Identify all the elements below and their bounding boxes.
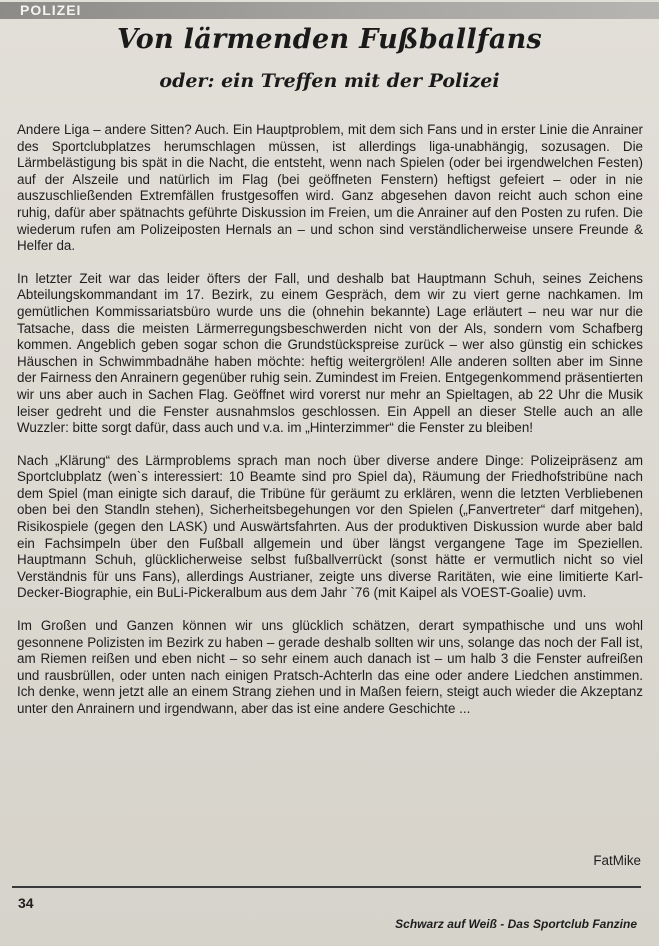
paragraph: Im Großen und Ganzen können wir uns glücklich schätzen, derart sympathische und uns wohl gesonnene Polizisten im Bezirk zu haben – gerade deshalb sollten wir uns, solange das noch der Fall ist, am Riemen reißen und eben nicht – so sehr einem auch danach ist – um halb 3 die Fenster aufreißen und rausbrüllen, oder unten nach einigen Pratsch-Achterln das eine oder andere Liedchen anstimmen. Ich denke, wenn jetzt alle an einem Strang ziehen und in Maßen feiern, steigt auch wieder die Akzeptanz unter den Anrainern und irgendwann, aber das ist eine andere Geschichte ... — [17, 618, 643, 716]
section-header — [0, 0, 659, 20]
page-number: 34 — [18, 895, 34, 911]
footer-divider — [12, 886, 641, 888]
author-signature: FatMike — [593, 853, 641, 868]
article-body — [17, 122, 643, 734]
paragraph: Nach „Klärung“ des Lärmproblems sprach man noch über diverse andere Dinge: Polizeipräsenz am Sportclubplatz (wen`s interessiert: 10 Beamte sind pro Spiel da), Räumung der Friedhofstribüne nach dem Spiel (man einigte sich darauf, die Tribüne für geräumt zu erklären, wenn die letzten Verbliebenen oben bei den Standln stehen), Sicherheitsbegehungen vor den Spielen („Fanvertreter“ darf mitgehen), Risikospiele (gegen den LASK) und Auswärtsfahrten. Aus der produktiven Diskussion wurde aber bald ein Fachsimpeln über den Fußball allgemein und über längst vergangene Tage im Speziellen. Hauptmann Schuh, glücklicherweise selbst fußballverrückt (sonst hätte er vermutlich nicht so viel Verständnis für uns Fans), allerdings Austrianer, zeigte uns diverse Raritäten, wie eine limitierte Karl-Decker-Biographie, ein BuLi-Pickeralbum aus dem Jahr `76 (mit Kaipel als VOEST-Goalie) uvm. — [17, 452, 643, 601]
section-label: POLIZEI — [20, 2, 82, 18]
article-subtitle: oder: ein Treffen mit der Polizei — [159, 70, 500, 92]
section-band — [0, 2, 659, 19]
footer-publication: Schwarz auf Weiß - Das Sportclub Fanzine — [395, 917, 637, 931]
paragraph: In letzter Zeit war das leider öfters der Fall, und deshalb bat Hauptmann Schuh, seines Zeichens Abteilungskommandant im 17. Bezirk, zu einem Gespräch, dem wir zu viert gerne nachkamen. Im gemütlichen Kommissariatsbüro wurde uns die (ohnehin bekannte) Lage erläutert – neu war nur die Tatsache, dass die meisten Lärmerregungsbeschwerden nicht von der Als, sondern vom Schafberg kommen. Angeblich geben sogar schon die Grundstückspreise zurück – wer also günstig ein schickes Häuschen in Schwimmbadnähe haben möchte: heftig weitergrölen! Alle anderen sollten aber im Sinne der Fairness den Anrainern gegenüber ruhig sein. Zumindest im Freien. Entgegenkommend präsentierten wir uns aber auch in Sachen Flag. Geöffnet wird vorerst nur mehr an Spieltagen, ab 22 Uhr die Musik leiser gedreht und die Fenster ausnahmslos geschlossen. Ein Appell an dieser Stelle auch an alle Wuzzler: bitte sorgt dafür, dass auch und v.a. im „Hinterzimmer“ die Fenster zu bleiben! — [17, 270, 643, 436]
article-title: Von lärmenden Fußballfans — [116, 24, 543, 55]
paragraph: Andere Liga – andere Sitten? Auch. Ein Hauptproblem, mit dem sich Fans und in erster Linie die Anrainer des Sportclubplatzes herumschlagen müssen, ist allerdings liga-unabhängig, sozusagen. Die Lärmbelästigung bis spät in die Nacht, die entsteht, wenn nach Spielen (oder bei irgendwelchen Festen) auf der Alszeile und natürlich im Flag (bei geöffneten Fenstern) heftigst gefeiert – oder in nie auszuschließenden Extremfällen frustgesoffen wird. Ganz abgesehen davon reicht auch schon eine ruhig, dafür aber spätnachts geführte Diskussion im Freien, um die Anrainer auf den Posten zu rufen. Die wiederum rufen am Polizeiposten Hernals an – und schon sind verständlicherweise unsere Freunde & Helfer da. — [17, 122, 643, 254]
